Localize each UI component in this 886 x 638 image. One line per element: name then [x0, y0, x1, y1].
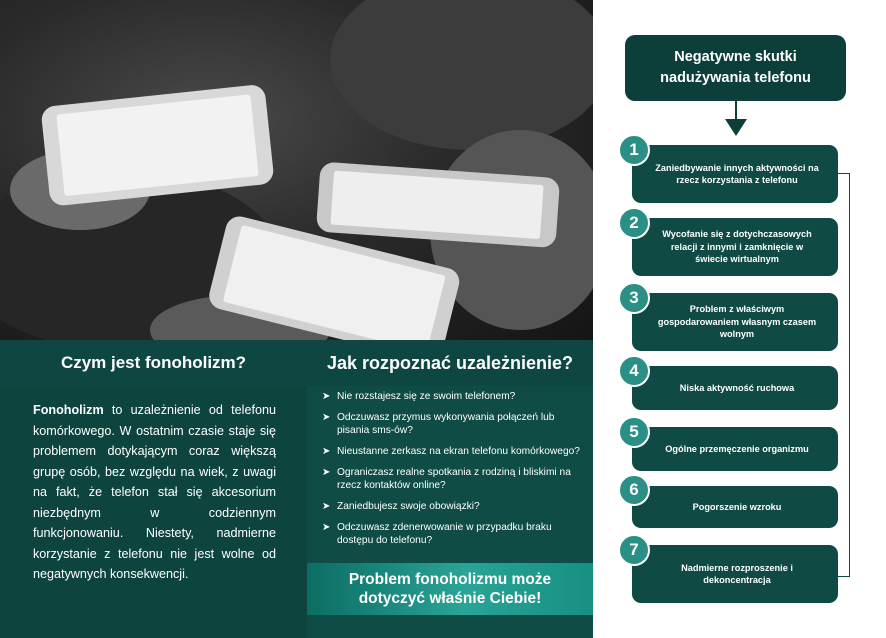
- effect-number-5: 5: [618, 416, 650, 448]
- how-to-recognize-title: Jak rozpoznać uzależnienie?: [307, 340, 593, 386]
- effect-number-4: 4: [618, 355, 650, 387]
- question-text: Nieustanne zerkasz na ekran telefonu komórkowego?: [337, 446, 580, 457]
- effect-card-2: Wycofanie się z dotychczasowych relacji z innymi i zamknięcie w świecie wirtualnym: [632, 218, 838, 276]
- effect-number-2: 2: [618, 207, 650, 239]
- question-text: Odczuwasz przymus wykonywania połączeń lub pisania sms-ów?: [337, 412, 555, 436]
- effect-card-7: Nadmierne rozproszenie i dekoncentracja: [632, 545, 838, 603]
- photo-bg-shape: [330, 0, 593, 150]
- effect-number-7: 7: [618, 534, 650, 566]
- list-item: [322, 521, 584, 547]
- effects-title: [625, 35, 846, 101]
- effect-card-6: Pogorszenie wzroku: [632, 486, 838, 528]
- list-item: [322, 466, 584, 492]
- description-bold: Fonoholizm: [33, 403, 104, 417]
- arrow-bullet-icon: ➤: [322, 522, 331, 533]
- question-text: Odczuwasz zdenerwowanie w przypadku braku dostępu do telefonu?: [337, 522, 552, 546]
- effect-card-5: Ogólne przemęczenie organizmu: [632, 427, 838, 471]
- effect-number-6: 6: [618, 474, 650, 506]
- effect-card-4: Niska aktywność ruchowa: [632, 366, 838, 410]
- question-text: Ograniczasz realne spotkania z rodziną i bliskimi na rzecz kontaktów online?: [337, 467, 571, 491]
- questions-list: [322, 390, 584, 555]
- warning-band: [307, 563, 593, 615]
- phone-1: [40, 84, 274, 207]
- down-arrow-icon: [725, 101, 747, 137]
- arrow-bullet-icon: ➤: [322, 446, 331, 457]
- description-text: [33, 400, 276, 585]
- effect-card-3: Problem z właściwym gospodarowaniem własnym czasem wolnym: [632, 293, 838, 351]
- band-line-2: dotyczyć właśnie Ciebie!: [358, 590, 542, 607]
- effects-title-line-1: Negatywne skutki: [674, 49, 797, 65]
- effect-card-1: Zaniedbywanie innych aktywności na rzecz korzystania z telefonu: [632, 145, 838, 203]
- arrow-bullet-icon: ➤: [322, 391, 331, 402]
- phones-photo: [0, 0, 593, 340]
- question-text: Nie rozstajesz się ze swoim telefonem?: [337, 391, 516, 402]
- effect-number-3: 3: [618, 282, 650, 314]
- arrow-bullet-icon: ➤: [322, 467, 331, 478]
- arrow-bullet-icon: ➤: [322, 412, 331, 423]
- list-item: [322, 390, 584, 403]
- list-item: [322, 500, 584, 513]
- connector-bracket: [838, 173, 850, 577]
- phones-illustration: [0, 0, 593, 340]
- question-text: Zaniedbujesz swoje obowiązki?: [337, 501, 480, 512]
- list-item: [322, 411, 584, 437]
- what-is-title: Czym jest fonoholizm?: [0, 340, 307, 386]
- band-line-1: Problem fonoholizmu może: [348, 571, 552, 588]
- effects-title-line-2: nadużywania telefonu: [660, 70, 811, 86]
- description-rest: to uzależnienie od telefonu komórkowego. W ostatnim czasie staje się problemem dotykającym coraz większą grupę osób, bez względu na wiek, z uwagi na fakt, że telefon stał się akcesorium niezbędnym w codziennym funkcjonowaniu. Niestety, nadmierne korzystanie z telefonu nie jest wolne od negatywnych konsekwencji.: [33, 403, 276, 581]
- effect-number-1: 1: [618, 134, 650, 166]
- list-item: [322, 445, 584, 458]
- arrow-bullet-icon: ➤: [322, 501, 331, 512]
